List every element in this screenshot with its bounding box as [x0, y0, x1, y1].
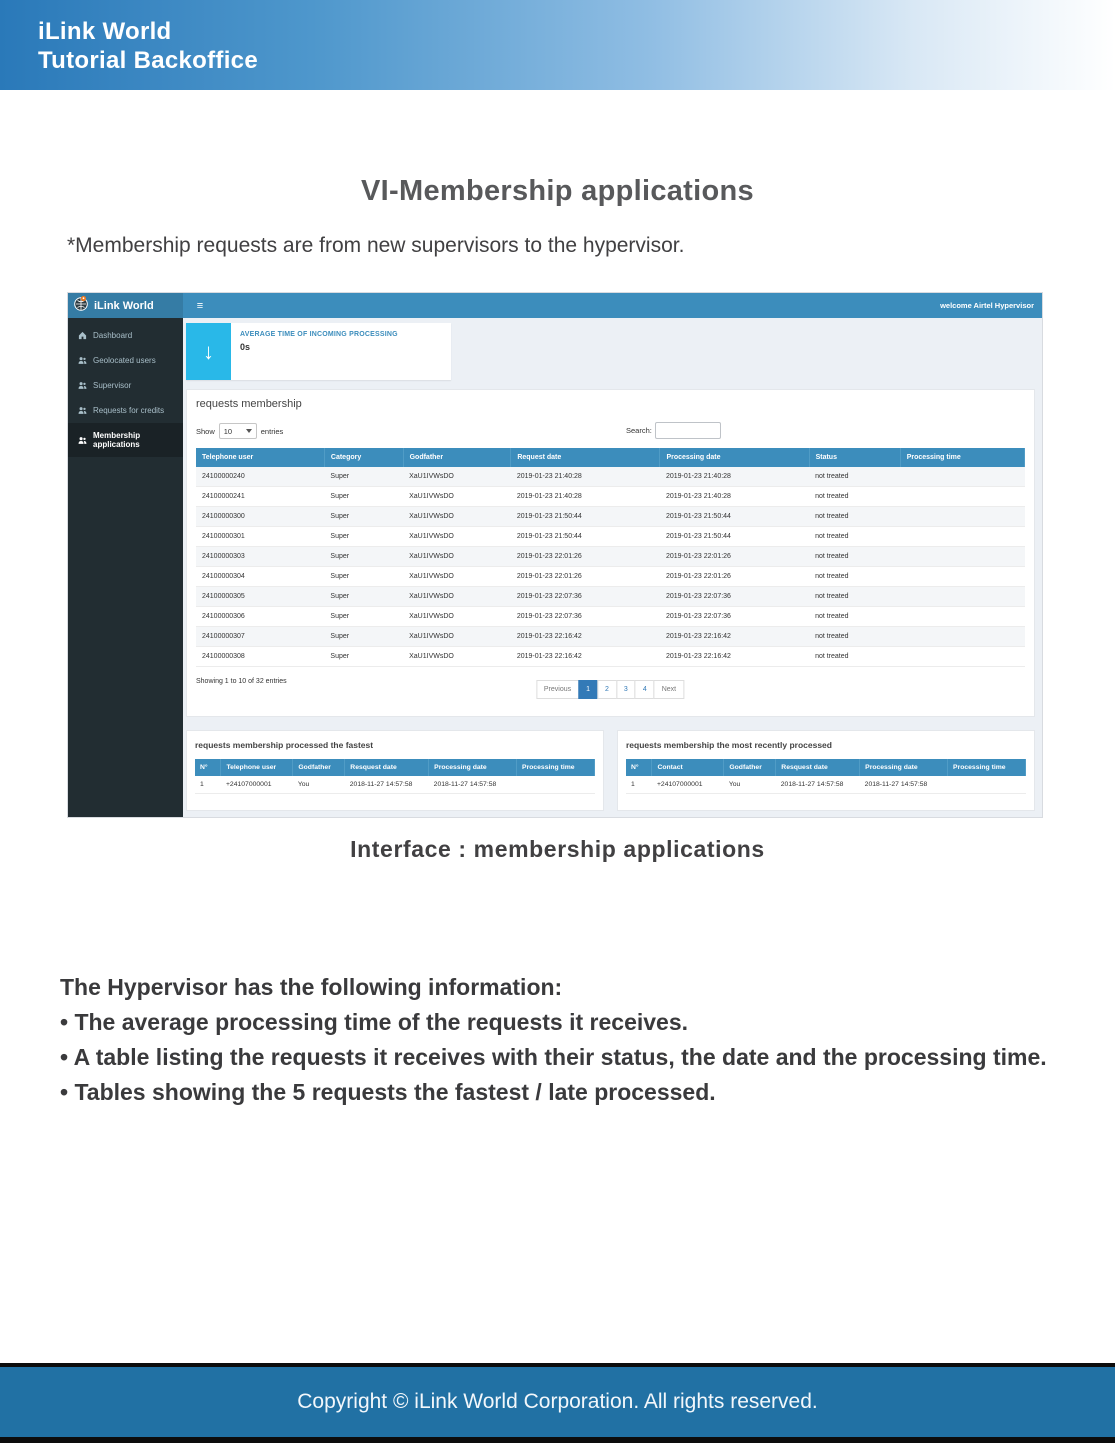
table-cell: 24100000240 [196, 467, 324, 487]
table-row [195, 776, 595, 794]
column-header: Telephone user [221, 759, 293, 776]
app-topbar [68, 293, 1042, 318]
column-header: Processing time [900, 448, 1024, 467]
panel-title: requests membership [196, 398, 302, 410]
table-row [196, 547, 1025, 567]
table-cell [900, 627, 1024, 647]
info-heading: The Hypervisor has the following information: [60, 974, 563, 1000]
fastest-table [195, 759, 595, 794]
table-cell: 24100000306 [196, 607, 324, 627]
table-cell [900, 547, 1024, 567]
sidebar-item-supervisor[interactable] [68, 373, 183, 398]
avg-time-label: AVERAGE TIME OF INCOMING PROCESSING [240, 331, 398, 338]
table-cell: 24100000305 [196, 587, 324, 607]
table-cell: 2018-11-27 14:57:58 [429, 776, 517, 794]
table-cell: 2019-01-23 21:50:44 [511, 527, 660, 547]
table-cell: not treated [809, 507, 900, 527]
doc-header-line1: iLink World [38, 18, 172, 45]
pagination-page-3[interactable]: 3 [616, 680, 636, 699]
table-row [196, 587, 1025, 607]
table-cell [948, 776, 1026, 794]
table-cell: not treated [809, 627, 900, 647]
table-cell: Super [324, 587, 403, 607]
bottom-panels [186, 730, 1035, 811]
table-cell: XaU1IVWsDO [403, 587, 511, 607]
table-cell: You [293, 776, 345, 794]
pagination-page-4[interactable]: 4 [635, 680, 655, 699]
sidebar-item-requests-for-credits[interactable] [68, 398, 183, 423]
table-row [196, 527, 1025, 547]
column-header: Status [809, 448, 900, 467]
column-header: Processing time [517, 759, 595, 776]
table-cell: not treated [809, 547, 900, 567]
table-controls [196, 422, 1025, 440]
table-cell: 2018-11-27 14:57:58 [776, 776, 860, 794]
app-content [183, 318, 1042, 818]
table-cell: XaU1IVWsDO [403, 627, 511, 647]
table-cell: not treated [809, 527, 900, 547]
show-entries-value: 10 [223, 426, 233, 436]
table-cell: 24100000308 [196, 647, 324, 667]
table-cell: XaU1IVWsDO [403, 647, 511, 667]
users-icon [78, 436, 87, 445]
table-row [196, 507, 1025, 527]
table-cell: 2019-01-23 21:40:28 [511, 467, 660, 487]
column-header: Godfather [293, 759, 345, 776]
table-row [196, 567, 1025, 587]
sidebar-item-dashboard[interactable] [68, 323, 183, 348]
chevron-down-icon [246, 429, 252, 433]
table-cell: +24107000001 [221, 776, 293, 794]
users-icon [78, 406, 87, 415]
fastest-processed-panel [186, 730, 604, 811]
table-cell: XaU1IVWsDO [403, 467, 511, 487]
table-cell: 24100000241 [196, 487, 324, 507]
pagination-page-2[interactable]: 2 [597, 680, 617, 699]
column-header: Telephone user [196, 448, 324, 467]
table-cell: 2019-01-23 21:50:44 [660, 527, 809, 547]
table-cell: not treated [809, 467, 900, 487]
table-cell: 2018-11-27 14:57:58 [345, 776, 429, 794]
pagination [537, 680, 684, 699]
table-cell: XaU1IVWsDO [403, 507, 511, 527]
recent-panel-title: requests membership the most recently processed [626, 740, 832, 750]
table-cell: 24100000301 [196, 527, 324, 547]
table-cell [900, 467, 1024, 487]
sidebar-item-label: Supervisor [93, 381, 132, 390]
table-row [196, 607, 1025, 627]
pagination-previous[interactable]: Previous [536, 680, 579, 699]
table-cell: XaU1IVWsDO [403, 567, 511, 587]
table-cell: 2019-01-23 21:50:44 [660, 507, 809, 527]
app-sidebar [68, 318, 183, 818]
sidebar-item-membership-applications[interactable] [68, 423, 183, 457]
table-cell: not treated [809, 647, 900, 667]
column-header: Processing time [948, 759, 1026, 776]
table-cell: not treated [809, 607, 900, 627]
table-header-row [626, 759, 1026, 776]
welcome-text: welcome Airtel Hypervisor [940, 301, 1034, 310]
table-row [626, 776, 1026, 794]
table-cell: 2018-11-27 14:57:58 [860, 776, 948, 794]
column-header: Godfather [724, 759, 776, 776]
table-cell [900, 647, 1024, 667]
intro-text: *Membership requests are from new supervisors to the hypervisor. [67, 234, 685, 257]
app-body [68, 318, 1042, 818]
column-header: Resquest date [776, 759, 860, 776]
table-cell: 2019-01-23 22:07:36 [511, 607, 660, 627]
table-cell: 2019-01-23 22:16:42 [511, 647, 660, 667]
sidebar-item-geolocated-users[interactable] [68, 348, 183, 373]
sidebar-item-label: Membership applications [93, 431, 141, 449]
down-arrow-icon: ↓ [186, 323, 231, 380]
users-icon [78, 356, 87, 365]
table-row [196, 487, 1025, 507]
copyright-text: Copyright © iLink World Corporation. All rights reserved. [297, 1390, 818, 1413]
requests-table [196, 448, 1025, 667]
search-label: Search: [626, 426, 652, 435]
entries-label: entries [260, 426, 284, 436]
table-cell: 2019-01-23 22:01:26 [660, 547, 809, 567]
pagination-next[interactable]: Next [654, 680, 684, 699]
table-cell: not treated [809, 567, 900, 587]
pagination-page-1[interactable]: 1 [578, 680, 598, 699]
table-cell: +24107000001 [652, 776, 724, 794]
table-row [196, 467, 1025, 487]
document-header [0, 0, 1115, 90]
column-header: Godfather [403, 448, 511, 467]
table-cell [900, 527, 1024, 547]
app-logo-icon [73, 295, 89, 316]
table-cell: 2019-01-23 22:01:26 [511, 567, 660, 587]
table-row [196, 627, 1025, 647]
sidebar-item-label: Requests for credits [93, 406, 165, 415]
table-cell: Super [324, 567, 403, 587]
info-bullet: • The average processing time of the requests it receives. [60, 1009, 689, 1035]
table-cell: 1 [626, 776, 652, 794]
column-header: Processing date [660, 448, 809, 467]
document-footer [0, 1363, 1115, 1443]
recently-processed-panel [617, 730, 1035, 811]
page-title: VI-Membership applications [361, 175, 754, 207]
table-cell: 2019-01-23 21:50:44 [511, 507, 660, 527]
table-cell: XaU1IVWsDO [403, 527, 511, 547]
show-label: Show [196, 426, 215, 436]
column-header: Request date [511, 448, 660, 467]
table-cell: 24100000304 [196, 567, 324, 587]
table-cell: 2019-01-23 21:40:28 [660, 487, 809, 507]
fastest-panel-title: requests membership processed the fastest [195, 740, 374, 750]
table-cell: XaU1IVWsDO [403, 487, 511, 507]
home-icon [78, 331, 87, 340]
table-footer [196, 676, 1025, 704]
table-cell: Super [324, 607, 403, 627]
table-cell: You [724, 776, 776, 794]
search-input[interactable] [655, 422, 721, 439]
table-cell: 24100000307 [196, 627, 324, 647]
table-cell: 2019-01-23 21:40:28 [511, 487, 660, 507]
table-cell: Super [324, 647, 403, 667]
table-cell: Super [324, 627, 403, 647]
table-cell: XaU1IVWsDO [403, 547, 511, 567]
table-cell: 2019-01-23 22:07:36 [660, 587, 809, 607]
table-cell: 2019-01-23 22:16:42 [511, 627, 660, 647]
info-bullet: • A table listing the requests it receives with their status, the date and the processing time. [60, 1044, 1047, 1070]
avg-time-card [186, 323, 451, 380]
show-entries-select[interactable] [219, 423, 257, 439]
column-header: Resquest date [345, 759, 429, 776]
app-brand[interactable] [68, 293, 183, 318]
table-cell: XaU1IVWsDO [403, 607, 511, 627]
hamburger-menu-icon[interactable]: ≡ [196, 299, 204, 312]
sidebar-item-label: Dashboard [93, 331, 133, 340]
table-cell: Super [324, 547, 403, 567]
entries-summary: Showing 1 to 10 of 32 entries [196, 678, 287, 685]
table-cell: 2019-01-23 22:16:42 [660, 627, 809, 647]
table-cell [900, 507, 1024, 527]
table-cell: Super [324, 527, 403, 547]
info-bullet: • Tables showing the 5 requests the fastest / late processed. [60, 1079, 716, 1105]
info-block [60, 970, 1070, 1110]
table-cell: not treated [809, 587, 900, 607]
recent-table [626, 759, 1026, 794]
table-cell: Super [324, 507, 403, 527]
table-cell: 2019-01-23 21:40:28 [660, 467, 809, 487]
avg-time-value: 0s [240, 342, 251, 352]
table-cell [900, 487, 1024, 507]
table-cell: not treated [809, 487, 900, 507]
table-cell: 2019-01-23 22:07:36 [511, 587, 660, 607]
table-cell: 2019-01-23 22:16:42 [660, 647, 809, 667]
table-cell: 24100000300 [196, 507, 324, 527]
table-header-row [196, 448, 1025, 467]
table-cell: 2019-01-23 22:07:36 [660, 607, 809, 627]
table-header-row [195, 759, 595, 776]
app-screenshot [67, 292, 1043, 818]
table-cell: Super [324, 467, 403, 487]
table-cell: 2019-01-23 22:01:26 [660, 567, 809, 587]
column-header: Processing date [860, 759, 948, 776]
column-header: N° [195, 759, 221, 776]
table-cell: 1 [195, 776, 221, 794]
table-cell [517, 776, 595, 794]
app-brand-name: iLink World [94, 299, 154, 312]
users-icon [78, 381, 87, 390]
sidebar-item-label: Geolocated users [93, 356, 156, 365]
table-cell: Super [324, 487, 403, 507]
doc-header-line2: Tutorial Backoffice [38, 47, 258, 74]
column-header: Contact [652, 759, 724, 776]
screenshot-caption: Interface : membership applications [350, 836, 765, 862]
column-header: Category [324, 448, 403, 467]
column-header: Processing date [429, 759, 517, 776]
requests-membership-panel [186, 389, 1035, 717]
table-cell [900, 607, 1024, 627]
table-cell [900, 587, 1024, 607]
table-cell: 2019-01-23 22:01:26 [511, 547, 660, 567]
table-cell [900, 567, 1024, 587]
table-row [196, 647, 1025, 667]
table-cell: 24100000303 [196, 547, 324, 567]
column-header: N° [626, 759, 652, 776]
